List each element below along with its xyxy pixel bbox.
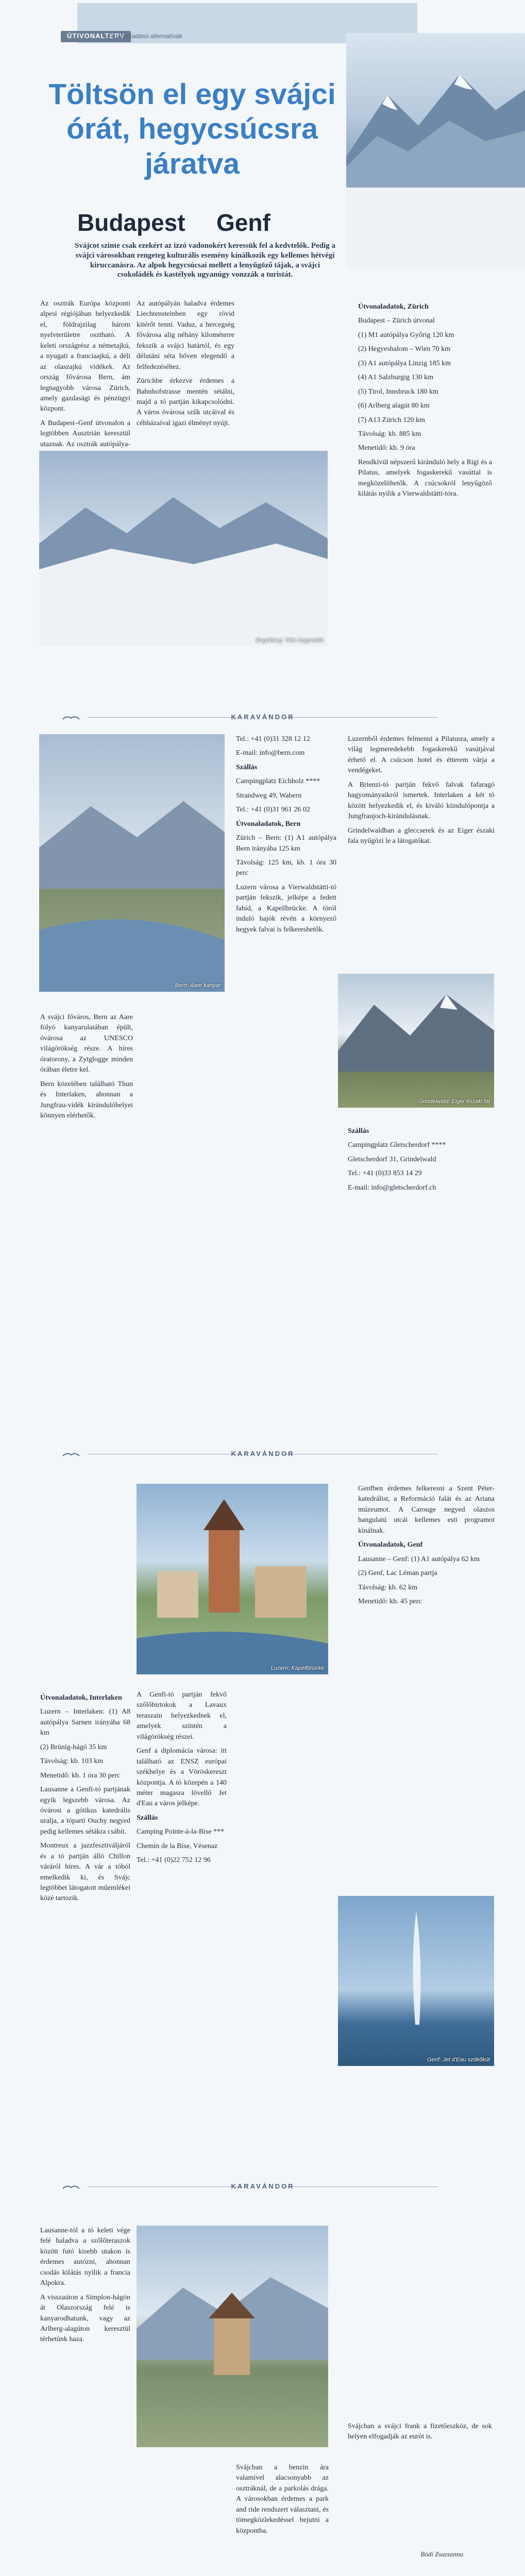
photo-caption: Bern: Aare kanyar	[175, 982, 221, 989]
photo-caption: Luzern: Kapellbrücke	[270, 1665, 324, 1671]
paragraph: Zürichbe érkezve érdemes a Bahnhofstrasse mentén sétálni, majd a tó partján kikapcsolódni. A város óvárosa szűk utcáival és céhházaival igazi élményt nyújt.	[137, 377, 234, 427]
hotel-line: Strandweg 49, Wabern	[236, 791, 302, 800]
luzern-illustration	[137, 1484, 328, 1674]
fountain-illustration	[338, 1896, 494, 2066]
column-p2-2	[236, 734, 336, 939]
route-line: Menetidő: kb. 1 óra 30 perc	[40, 1771, 121, 1780]
column-p4-3	[348, 2421, 492, 2446]
paragraph: A Brienzi-tó partján fekvő falvak fafaragó hagyományaikról ismertek. Interlaken a két tó között helyezkedik el, és kiváló kiindulópontja a Jungfraujoch-kirándulásnak.	[348, 781, 495, 821]
paragraph: Luzernből érdemes felmenni a Pilatusra, amely a világ legmeredekebb fogaskerekű vasútjával érhető el. A csúcson hotel és étterem várja a vendégeket.	[348, 735, 495, 775]
route-line: (2) Genf, Lac Léman partja	[358, 1569, 437, 1578]
box-heading: Útvonaladatok, Bern	[236, 820, 301, 828]
hotel-line: E-mail: info@gletscherdorf.ch	[348, 1183, 436, 1192]
paragraph: Genf a diplomácia városa: itt található az ENSZ európai székhelye és a Vöröskereszt központja. A tó közepén a 140 méter magasra lövellő Jet d'Eau a város jelképe.	[137, 1747, 227, 1808]
photo-genf	[338, 1896, 494, 2066]
route-line: (3) A1 autópálya Linzig 185 km	[358, 359, 451, 367]
hotel-line: Camping Pointe-à-la-Bise ***	[137, 1828, 225, 1836]
paragraph: A svájci főváros, Bern az Aare folyó kanyarulatában épült, óvárosa az UNESCO világörökség része. A híres óratorony, a Zytglogge minden órában életre kel.	[40, 1013, 133, 1074]
route-line: Lausanne – Genf: (1) A1 autópálya 62 km	[358, 1555, 480, 1563]
hotel-line: Campingplatz Gletscherdorf ****	[348, 1141, 446, 1149]
photo-glacier	[39, 451, 328, 647]
paragraph: Bern közelében található Thun és Interlaken, ahonnan a Jungfrau-vidék kirándulóhelyei könnyen elérhetők.	[40, 1080, 133, 1120]
column-p4-1	[40, 2226, 130, 2349]
mountain-illustration	[346, 33, 525, 269]
route-line: (7) A13 Zürich 120 km	[358, 416, 425, 424]
hotel-line: Tel.: +41 (0)33 853 14 29	[348, 1170, 422, 1178]
column-p2-3	[348, 734, 495, 850]
article-title: Töltsön el egy svájci órát, hegycsúcsra járatva	[48, 78, 336, 180]
divider-label: KARAVÁNDOR	[231, 1450, 295, 1458]
paragraph: Svájcban a svájci frank a fizetőeszköz, de sok helyen elfogadják az eurót is.	[348, 2422, 492, 2441]
column-p2-1	[40, 1012, 133, 1125]
paragraph: Az autópályán haladva érdemes Liechtensteinben egy rövid kitérőt tenni. Vaduz, a hercegség fővárosa alig néhány kilométerre fekszik a svájci határtól, és egy délutáni séta bőven elegendő a felfedezéséhez.	[137, 300, 234, 371]
divider-label: KARAVÁNDOR	[231, 713, 295, 721]
header-photo-mountain	[346, 33, 525, 269]
photo-bern	[39, 734, 225, 992]
route-line: (4) A1 Salzburgig 130 km	[358, 374, 433, 382]
paragraph: Grindelwaldban a gleccserek és az Eiger északi fala nyűgözi le a látogatókat.	[348, 826, 495, 845]
eiger-illustration	[338, 974, 494, 1108]
column-p2-3b	[348, 1123, 495, 1197]
photo-caption: Genf: Jet d'Eau szökőkút	[427, 2057, 490, 2063]
photo-caption: Engelberg: Titlis hegyvidék	[256, 637, 324, 643]
paragraph: Lausanne-tól a tó keleti vége felé haladva a szőlőteraszok között futó kisebb utakon is érdemes autózni, ahonnan csodás kilátás nyílik a francia Alpokra.	[40, 2227, 130, 2287]
route-line: Távolság: kb. 103 km	[40, 1757, 104, 1766]
paragraph: A Genfi-tó partján fekvő szőlőbirtokok a Lavaux teraszain helyezkednek el, amelyek szintén a világörökség részei.	[137, 1691, 227, 1741]
route-line: Távolság: kb. 885 km	[358, 430, 421, 438]
paragraph: Rendkívül népszerű kiránduló hely a Rigi és a Pilatus, amelyek fogaskerekű vasúttal is megközelíthetők. A csúcsokról lenyűgöző kilátás nyílik a Vierwaldstätti-tóra.	[358, 458, 492, 498]
box-heading: Útvonaladatok, Interlaken	[40, 1694, 122, 1702]
hotel-line: Chemin de la Bise, Vésenaz	[137, 1842, 218, 1850]
paragraph: Lausanne a Genfi-tó partjának egyik legszebb városa. Az óvárost a gótikus katedrális uralja, a tóparti Ouchy negyed pedig kellemes sétákra csábít.	[40, 1786, 130, 1836]
route-line: Távolság: 125 km, kb. 1 óra 30 perc	[236, 858, 336, 877]
paragraph: Luzern városa a Vierwaldstätti-tó partján fekszik, jelképe a fedett fahíd, a Kapellbrücke. A tóról induló hajók révén a környező hegyek falvai is felkereshetők.	[236, 883, 336, 934]
paragraph: Az osztrák Európa központi alpesi régiójában helyezkedik el, földrajzilag három nyelvterületre osztható. A keleti országrész a németajkú, a nyugati a franciaajkú, a déli az olaszajkú vidékek. Az ország fővárosa Bern, ám legnagyobb városa Zürich, amely gazdasági és pénzügyi központ.	[40, 300, 130, 413]
page-divider	[57, 1447, 469, 1462]
divider-label: KARAVÁNDOR	[231, 2182, 295, 2190]
column-p3-2	[137, 1690, 227, 1870]
column-p1-3	[358, 299, 492, 503]
photo-caption: Grindelwald: Eiger északi fal	[418, 1098, 490, 1105]
section-badge: ÚTIVONALTERV	[61, 31, 131, 42]
hotel-line: Gletscherdorf 31, Grindelwald	[348, 1155, 436, 1163]
bern-illustration	[39, 734, 225, 992]
route-line: (2) Hegyeshalom – Wien 70 km	[358, 345, 451, 353]
route-line: (1) M1 autópálya Győrig 120 km	[358, 331, 454, 339]
paragraph: Genfben érdemes felkeresni a Szent Péter-katedrálist, a Reformáció falát és az Ariana múzeumot. A Carouge negyed olaszos hangulatú utcái kellemes esti programot kínálnak.	[358, 1485, 495, 1535]
column-p1-2	[137, 299, 234, 432]
paragraph: Montreux a jazzfesztiváljáról és a tó partján álló Chillon váráról híres. A vár a tóból emelkedik ki, és Svájc legtöbbet látogatott műemlékei közé tartozik.	[40, 1842, 130, 1903]
article-lede: Svájcot szinte csak ezekért az izzó vadonokért keressük fel a kedvtelők. Pedig a svájci városokban rengeteg kulturális esemény kínálkozik egy kellemes hétvégi kiruccanásra. Az alpok hegycsúcsai mellett a lenyűgöző tájak, a svájci csokoládék és kastélyok ugyanúgy vonzzák a turistát.	[75, 242, 335, 279]
box-heading: Szállás	[348, 1127, 369, 1135]
box-heading: Útvonaladatok, Genf	[358, 1541, 423, 1549]
paragraph: A Budapest–Genf útvonalon a legtöbben Ausztrián keresztül utaznak. Az osztrák autópálya-	[40, 419, 130, 448]
contact-line: Tel.: +41 (0)31 328 12 12	[236, 735, 310, 743]
section-subtitle: Fennakkadású alternatívák	[108, 32, 183, 40]
hotel-line: Tel.: +41 (0)31 961 26 02	[236, 806, 310, 814]
box-heading: Szállás	[236, 763, 258, 771]
route-line: Távolság: kb. 62 km	[358, 1583, 418, 1591]
route-from: Budapest	[77, 209, 185, 236]
box-heading: Útvonaladatok, Zürich	[358, 303, 429, 311]
route-line: Menetidő: kb. 9 óra	[358, 444, 415, 452]
author-signature: Bódi Zsuzsanna	[420, 2550, 463, 2558]
glacier-illustration	[39, 451, 328, 647]
route-line: Menetidő: kb. 45 perc	[358, 1597, 422, 1605]
contact-line: E-mail: info@bern.com	[236, 749, 305, 757]
route-line: (6) Arlberg alagút 80 km	[358, 402, 430, 410]
route-to: Genf	[216, 209, 270, 236]
route-line: Zürich – Bern: (1) A1 autópálya Bern irányába 125 km	[236, 834, 336, 853]
hotel-line: Campingplatz Eichholz ****	[236, 777, 320, 786]
route-line: Budapest – Zürich útvonal	[358, 317, 435, 325]
page-divider	[57, 2179, 469, 2195]
route-line: (5) Tirol, Innsbruck 180 km	[358, 387, 438, 396]
column-p3-3	[358, 1484, 495, 1611]
paragraph: Svájcban a benzin ára valamivel alacsonyabb az osztráknál, de a parkolás drága. A városokban érdemes a park and ride rendszert választani, és tömegközlekedéssel bejutni a központba.	[236, 2464, 329, 2535]
route-line: (2) Brünig-hágó 35 km	[40, 1743, 107, 1751]
photo-grindelwald	[338, 974, 494, 1108]
lausanne-illustration	[137, 2226, 328, 2447]
hotel-line: Tel.: +41 (0)22 752 12 96	[137, 1856, 211, 1865]
column-p3-1	[40, 1690, 130, 1908]
photo-luzern	[137, 1484, 328, 1674]
column-p4-2	[236, 2463, 329, 2540]
route-line: Luzern – Interlaken: (1) A8 autópálya Sarnen irányába 68 km	[40, 1708, 130, 1737]
page-divider	[57, 710, 469, 725]
photo-lausanne	[137, 2226, 328, 2447]
paragraph: A visszaúton a Simplon-hágón át Olaszország felé is kanyarodhatunk, vagy az Arlberg-alagúton keresztül térhetünk haza.	[40, 2293, 130, 2344]
box-heading: Szállás	[137, 1814, 158, 1822]
